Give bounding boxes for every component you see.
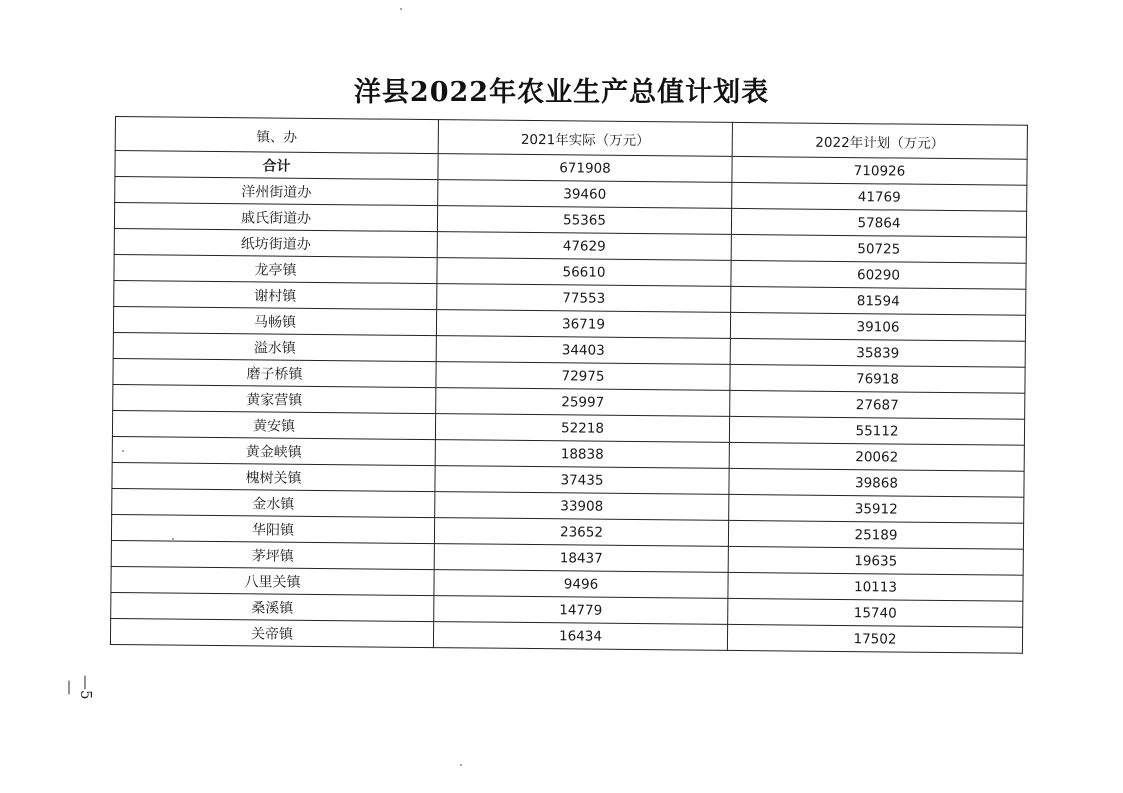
town-name-cell: 黄家营镇 [113,384,436,413]
page-number: —5— [61,674,95,700]
actual-2021-cell: 23652 [434,518,728,547]
town-name-cell: 桑溪镇 [111,592,434,621]
plan-2022-cell: 35912 [729,494,1024,523]
actual-2021-cell: 39460 [438,180,732,209]
header-plan-2022: 2022年计划（万元） [732,122,1027,159]
actual-2021-cell: 34403 [436,336,730,365]
plan-2022-cell: 27687 [730,390,1025,419]
town-name-cell: 茅坪镇 [111,540,434,569]
scan-speck [460,764,462,766]
town-name-cell: 槐树关镇 [112,462,435,491]
plan-2022-cell: 57864 [731,208,1026,237]
plan-2022-cell: 20062 [729,442,1024,471]
actual-2021-cell: 33908 [435,492,729,521]
town-name-cell: 龙亭镇 [114,254,437,283]
plan-2022-cell: 55112 [729,416,1024,445]
town-name-cell: 纸坊街道办 [114,228,437,257]
actual-2021-cell: 77553 [437,284,731,313]
plan-2022-cell: 39106 [730,312,1025,341]
plan-2022-cell: 19635 [728,546,1023,575]
table-container [110,116,1027,654]
plan-2022-cell: 50725 [731,234,1026,263]
actual-2021-cell: 25997 [436,388,730,417]
actual-2021-cell: 18838 [435,440,729,469]
header-actual-2021: 2021年实际（万元） [438,120,732,157]
actual-2021-cell: 55365 [437,206,731,235]
town-name-cell: 黄金峡镇 [112,436,435,465]
town-name-cell: 金水镇 [112,488,435,517]
town-name-cell: 谢村镇 [114,280,437,309]
town-name-cell: 八里关镇 [111,566,434,595]
scan-speck [172,538,174,540]
plan-2022-cell: 39868 [729,468,1024,497]
page-title: 洋县2022年农业生产总值计划表 [353,77,770,108]
town-name-cell: 黄安镇 [112,410,435,439]
actual-2021-cell: 47629 [437,232,731,261]
header-town: 镇、办 [115,117,438,154]
total-actual-2021: 671908 [438,154,732,183]
actual-2021-cell: 14779 [434,596,728,625]
plan-2022-cell: 25189 [728,520,1023,549]
total-label: 合计 [115,151,438,180]
actual-2021-cell: 72975 [436,362,730,391]
actual-2021-cell: 52218 [435,414,729,443]
plan-2022-cell: 60290 [731,260,1026,289]
plan-2022-cell: 35839 [730,338,1025,367]
actual-2021-cell: 56610 [437,258,731,287]
scan-speck [122,450,124,452]
scan-speck [400,8,402,10]
actual-2021-cell: 18437 [434,544,728,573]
plan-2022-cell: 81594 [731,286,1026,315]
town-name-cell: 华阳镇 [111,514,434,543]
town-name-cell: 磨子桥镇 [113,358,436,387]
plan-2022-cell: 41769 [732,182,1027,211]
town-name-cell: 洋州街道办 [115,177,438,206]
plan-2022-cell: 17502 [727,624,1022,653]
actual-2021-cell: 37435 [435,466,729,495]
town-name-cell: 溢水镇 [113,332,436,361]
town-name-cell: 马畅镇 [113,306,436,335]
total-plan-2022: 710926 [732,156,1027,185]
actual-2021-cell: 36719 [436,310,730,339]
plan-2022-cell: 15740 [728,598,1023,627]
actual-2021-cell: 16434 [433,622,727,651]
town-name-cell: 关帝镇 [110,618,433,647]
plan-2022-cell: 76918 [730,364,1025,393]
plan-2022-cell: 10113 [728,572,1023,601]
actual-2021-cell: 9496 [434,570,728,599]
town-name-cell: 戚氏街道办 [114,203,437,232]
agri-output-table [110,116,1028,654]
